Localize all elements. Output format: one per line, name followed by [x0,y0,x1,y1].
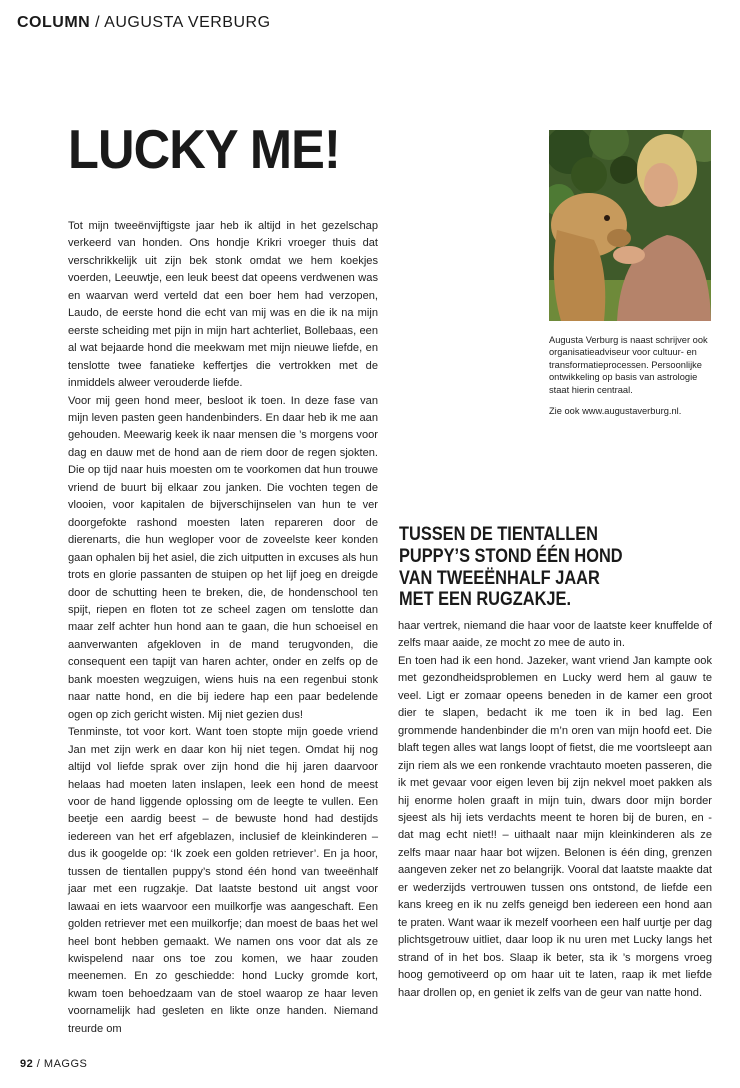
author-bio: Augusta Verburg is naast schrijver ook organisatieadviseur voor cultuur- en transformatieprocessen. Persoonlijke ontwikkeling op basis van astrologie staat hierin centraal. [549,335,708,395]
footer-separator: / [33,1058,44,1070]
paragraph: haar vertrek, niemand die haar voor de laatste keer knuffelde of zelfs maar aaide, ze mocht zo mee de auto in. [398,620,712,650]
pull-quote-line: VAN TWEEËNHALF JAAR [399,566,600,589]
pull-quote [399,524,676,611]
page-number: 92 [20,1058,34,1070]
body-column-left [68,218,378,1038]
pull-quote-line: TUSSEN DE TIENTALLEN [399,523,599,545]
section-label: COLUMN [17,14,91,31]
photo-caption [549,334,714,417]
magazine-name: MAGGS [43,1058,88,1070]
header-separator: / [90,14,105,31]
paragraph: En toen had ik een hond. Jazeker, want vriend Jan kampte ook met gezondheidsproblemen en Lucky werd hem al gauw te veel. Ligt er zomaar opeens beneden in de kamer een groot dier te slapen, bedacht ik me toen ik in bed lag. Een grommende handenbinder die m’n oren van mijn hoofd eet. Die blaft tegen alles wat langs loopt of fietst, die me voortsleept aan zijn riem als we een ronkende vrachtauto moeten passeren, die ik met gevaar voor eigen leven bij zijn nekvel moet pakken als hij enorme holen graaft in mijn tuin, dwars door mijn border sjeest als hij iets verdachts meent te horen bij de buren, en - dat mag echt niet!! – uithaalt naar mijn kleinkinderen als ze zelfs maar naar haar bot wijzen. Belonen is één ding, grenzen aangeven zeker net zo belangrijk. Vooral dat laatste maakte dat er wederzijds vertrouwen tussen ons ontstond, de liefde een kans kreeg en ik nu zelfs geneigd ben iedereen een hond aan te praten. Want waar ik mezelf voorheen een half uurtje per dag plichtsgetrouw uitliet, daar loop ik nu uren met Lucky langs het strand of in het bos. Slaap ik beter, sta ik ’s morgens vroeg hoog gemotiveerd op om haar uit te laten, raap ik met liefde haar drollen op, en geniet ik zelfs van de geur van natte hond. [398,654,712,999]
article-title: LUCKY ME! [68,118,340,180]
body-column-right [398,618,712,1002]
paragraph: Tenminste, tot voor kort. Want toen stopte mijn goede vriend Jan met zijn werk en daar kon hij niet tegen. Omdat hij nog altijd vol liefde sprak over zijn hond die hij jaren daarvoor helaas had moeten laten inslapen, leek een hond de meest voor de hand liggende oplossing om de leegte te vullen. Een beetje een aardig beest – de bewuste hond had destijds iedereen van het erf afgeblazen, inclusief de kleinkinderen – dus ik googelde op: ‘Ik zoek een golden retriever’. En ja hoor, tussen de tientallen puppy’s stond één hond van tweeënhalf jaar met een rugzakje. Dat laatste bestond uit angst voor lawaai en iets waarvoor een muilkorfje was aangeschaft. Een golden retriever met een muilkorfje; dan moest de baas het wel heel bont hebben gemaakt. We namen ons voor dat als ze kwispelend naar ons toe zou komen, we haar zouden meenemen. En zo geschiedde: hond Lucky gromde kort, kwam toen behoedzaam van de stoel waarop ze haar leven voornamelijk had gesleten en likte onze handen. Niemand treurde om [68,726,378,1035]
pull-quote-line: PUPPY’S STOND ÉÉN HOND [399,544,623,567]
paragraph: Voor mij geen hond meer, besloot ik toen. In deze fase van mijn leven pasten geen handenbinders. En daar heb ik me aan gehouden. Meewarig keek ik naar mensen die ’s morgens voor dag en dauw met de hond aan de riem door de regen sjokten. Die op tijd naar huis moesten om te voorkomen dat hun trouwe vriend de buurt bij elkaar zou janken. Die vochten tegen de vlooien, voor kapitalen de bijverschijnselen van hun te ver doorgefokte rashond moesten laten repareren door de dierenarts, die hun wegloper voor de zoveelste keer konden gaan ophalen bij het asiel, die zich uitputten in excuses als hun trots en glorie passanten de stuipen op het lijf joeg en dreigde door de schutting heen te breken, die, de hondenschool ten spijt, riepen en floten tot ze scheel zagen om tenslotte dan maar zelf achter hun hond aan te gaan, die hun schoeisel en aanverwanten afgekloven in de mand terugvonden, die consequent een tapijt van haren achter, onder en zelfs op de bank moesten wegzuigen, wiens huis na een regenbui stonk naar natte hond, en die bij iedere hap een paar bedelende ogen op zich gericht wisten. Mij niet gezien dus! [68,394,378,721]
pull-quote-line: MET EEN RUGZAKJE. [399,588,572,611]
page-footer [20,1058,87,1070]
column-header [17,14,271,32]
website-reference: Zie ook www.augustaverburg.nl. [549,406,682,417]
author-photo [549,130,711,321]
paragraph: Tot mijn tweeënvijftigste jaar heb ik altijd in het gezelschap verkeerd van honden. Ons hondje Krikri vroeger thuis dat verschrikkelijk uit zijn bek stonk omdat we hem koekjes voerden, Leeuwtje, een leuk beest dat opeens verdwenen was en waarvan werd verteld dat een boer hem had verzopen, Laudo, de eerste hond die echt van mij was en die ik na mijn eerste scheiding met pijn in mijn hart achterliet, Bollebaas, een al wat bejaarde hond die meekwam met mijn nieuwe liefde, en tenslotte twee fanatieke keffertjes die vertrokken met de inmiddels alweer verouderde liefde. [68,220,378,390]
author-name: AUGUSTA VERBURG [104,14,271,31]
